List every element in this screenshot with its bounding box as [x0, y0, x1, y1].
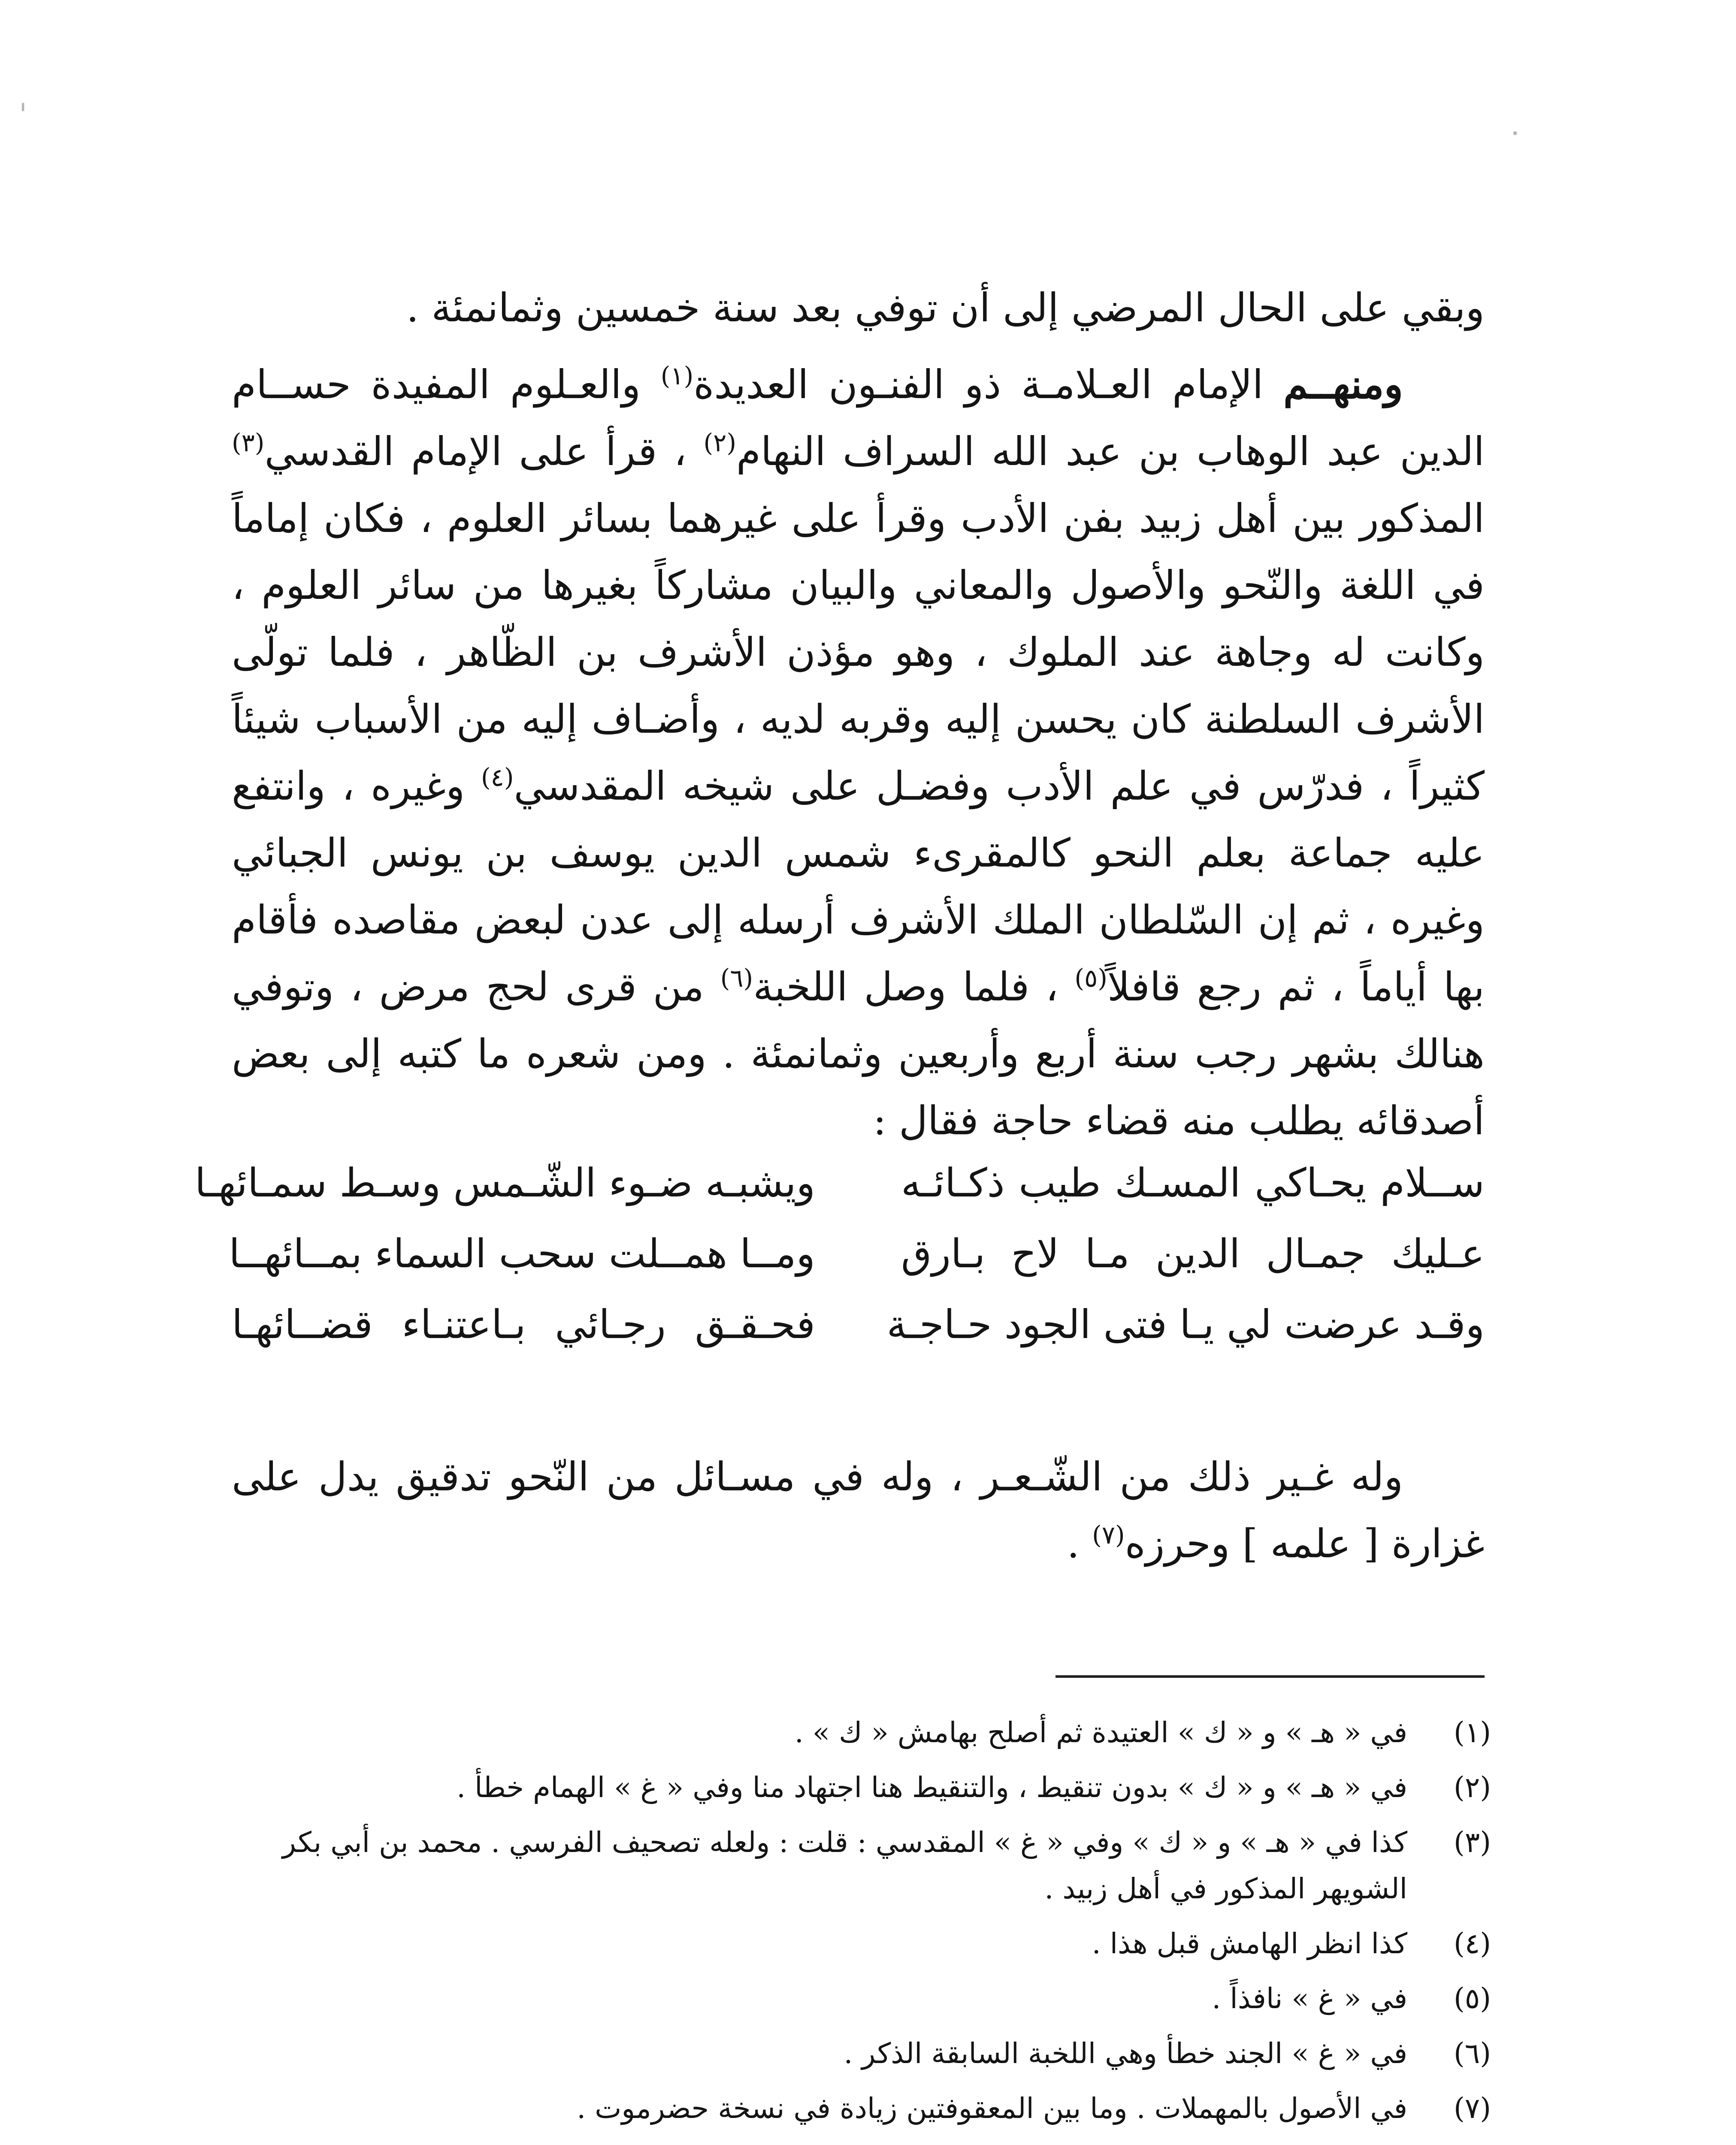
biography-paragraph	[232, 351, 1485, 1154]
footnote	[232, 1976, 1491, 2022]
footnote-ref-2: (٢)	[703, 428, 736, 458]
closing-end: .	[1067, 1521, 1092, 1567]
opening-line: وبقي على الحال المرضي إلى أن توفي بعد سنة خمسين وثمانمئة .	[406, 285, 1485, 331]
verse-second-half: ويشبـه ضـوء الشّـمس وسـط سمـائهـا	[194, 1160, 815, 1206]
footnote-text: في « غ » الجند خطأ وهي اللخبة السابقة الذكر .	[844, 2037, 1407, 2070]
footnote-ref-4: (٤)	[481, 763, 514, 792]
footnote-text: كذا انظر الهامش قبل هذا .	[1092, 1927, 1407, 1960]
footnote-separator	[1056, 1675, 1485, 1678]
biography-text: وغيره ، وانتفع عليه جماعة بعلم النحو كالمقرىء شمس الدين يوسف بن يونس الجبائي وغيره ، ثم إن السّلطان الملك الأشرف أرسله إلى عدن لبعض مقاصده فأقام بها أياماً ، ثم رجع قافلاً	[232, 763, 1485, 1010]
poem-verse	[232, 1289, 1485, 1360]
footnote-ref-5: (٥)	[1074, 964, 1107, 993]
verse-second-half: فحـقـق رجـائي بـاعتنـاء قضــائهـا	[232, 1302, 815, 1347]
footnote	[232, 2085, 1491, 2132]
scan-speck: .	[1510, 107, 1520, 142]
poem-verse	[194, 1148, 1485, 1218]
biography-text: ، فلما وصل اللخبة	[753, 964, 1075, 1010]
biography-text: من قرى لحج مرض ، وتوفي هنالك بشهر رجب سنة أربع وأربعين وثمانمئة . ومن شعره ما كتبه إلى بعض أصدقائه يطلب منه قضاء حاجة فقال :	[232, 964, 1485, 1144]
footnote-text: في « هـ » و « ك » العتيدة ثم أصلح بهامش « ك » .	[794, 1716, 1407, 1749]
closing-paragraph	[232, 1444, 1485, 1577]
footnote-number: (٤)	[1454, 1927, 1491, 1960]
biography-text: والعـلوم المفيدة حســام الدين عبد الوهاب بن عبد الله السراف النهام	[232, 362, 1485, 474]
footnote-number: (٣)	[1454, 1826, 1491, 1859]
footnote-number: (١)	[1454, 1716, 1491, 1749]
poem-verse	[229, 1218, 1485, 1289]
footnote-ref-6: (٦)	[720, 964, 753, 993]
footnote	[232, 2030, 1491, 2077]
footnote-text: في « غ » نافذاً .	[1212, 1982, 1407, 2015]
verse-first-half: عـليك جمـال الدين مـا لاح بـارق	[901, 1231, 1485, 1277]
footnote-number: (٧)	[1454, 2092, 1491, 2125]
footnote-number: (٦)	[1454, 2037, 1491, 2070]
footnote-number: (٥)	[1454, 1982, 1491, 2015]
biography-text: ، قرأ على الإمام القدسي	[264, 429, 704, 474]
footnote-text: في « هـ » و « ك » بدون تنقيط ، والتنقيط هنا اجتهاد منا وفي « غ » الهمام خطأ .	[457, 1771, 1407, 1804]
footnote-ref-1: (١)	[660, 361, 694, 391]
footnote	[232, 1764, 1491, 1811]
footnote	[232, 1710, 1491, 1756]
footnote-ref-7: (٧)	[1092, 1520, 1125, 1550]
footnote-text: في الأصول بالمهملات . وما بين المعقوفتين زيادة في نسخة حضرموت .	[577, 2092, 1407, 2125]
footnote-text: كذا في « هـ » و « ك » وفي « غ » المقدسي : قلت : ولعله تصحيف الفرسي . محمد بن أبي بكر الشويهر المذكور في أهل زبيد .	[282, 1826, 1407, 1905]
biography-text: المذكور بين أهل زبيد بفن الأدب وقرأ على غيرهما بسائر العلوم ، فكان إماماً في اللغة والنّحو والأصول والمعاني والبيان مشاركاً بغيرها من سائر العلوم ، وكانت له وجاهة عند الملوك ، وهو مؤذن الأشرف بن الظّاهر ، فلما تولّى الأشرف السلطنة كان يحسن إليه وقربه لديه ، وأضـاف إليه من الأسباب شيئاً كثيراً ، فدرّس في علم الأدب وفضـل على شيخه المقدسي	[232, 495, 1485, 809]
poem	[194, 1148, 1485, 1360]
footnote	[232, 1921, 1491, 1967]
verse-second-half: ومــا همــلت سحب السماء بمــائهــا	[229, 1231, 815, 1277]
footnote-ref-3: (٣)	[232, 428, 265, 458]
section-lead-word: ومنهــم	[1283, 361, 1403, 408]
closing-text	[232, 1444, 1485, 1577]
footnote	[232, 1819, 1491, 1912]
verse-first-half: وقـد عرضت لي يـا فتى الجود حـاجـة	[886, 1302, 1485, 1347]
scan-speck: '	[19, 97, 27, 132]
verse-first-half: ســلام يحـاكي المسـك طيب ذكـائـه	[901, 1160, 1485, 1206]
footnotes	[232, 1710, 1491, 2132]
biography-text: الإمام العـلامـة ذو الفنـون العديدة	[693, 362, 1283, 408]
closing-body: وله غـير ذلك من الشّـعـر ، وله في مسـائل من النّحو تدقيق يدل على غزارة [ علمه ] وحرزه	[232, 1454, 1485, 1567]
footnote-number: (٢)	[1454, 1771, 1491, 1804]
main-text	[232, 275, 1485, 1154]
